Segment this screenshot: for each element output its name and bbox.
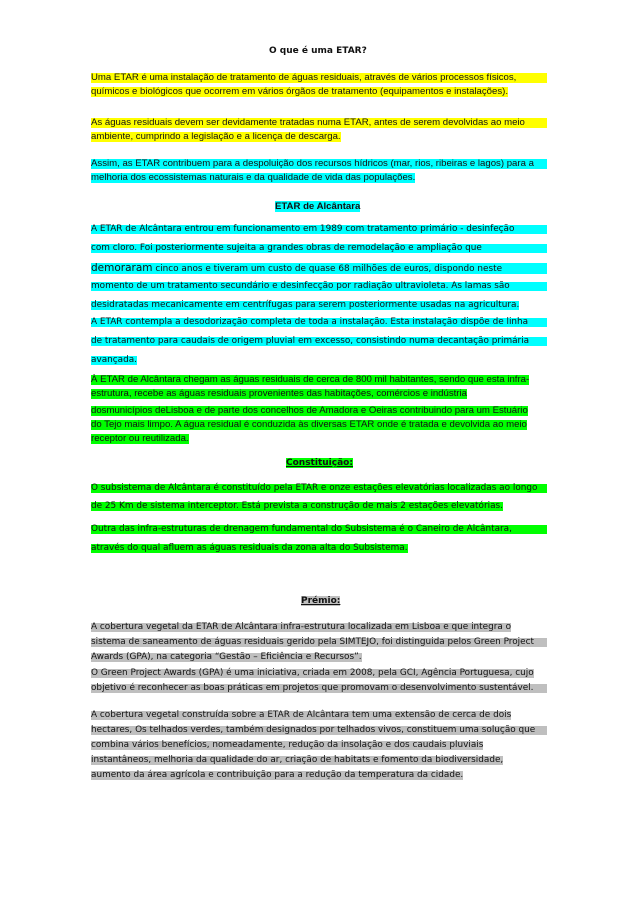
text-line: estrutura, recebe as águas residuais provenientes das habitações, comércios e indústria (91, 388, 467, 399)
text-line: instantâneos, melhoria da qualidade do ar, criação de habitats e fomento da biodiversidade, (91, 755, 504, 765)
text-line: hectares, Os telhados verdes, também designados por telhados vivos, constituem uma solução que (91, 726, 547, 735)
text-line: O Green Project Awards (GPA) é uma iniciativa, criada em 2008, pela GCI, Agência Portuguesa, cujo (91, 668, 534, 678)
text-line: avançada. (91, 355, 137, 365)
text-line: Assim, as ETAR contribuem para a despoluição dos recursos hídricos (mar, rios, ribeiras e lagos) para a (91, 159, 547, 169)
heading-etar-alcantara: ETAR de Alcântara (275, 201, 361, 212)
text-line (91, 263, 547, 274)
text-line: através do qual afluem as águas residuais da zona alta do Subsistema. (91, 543, 408, 553)
text-line: O subsistema de Alcântara é constituído pela ETAR e onze estações elevatórias localizadas ao longo (91, 484, 547, 493)
text-line: Awards (GPA), na categoria “Gestão – Eficiência e Recursos”. (91, 652, 362, 662)
heading-constituicao: Constituição: (286, 458, 353, 468)
text-line: À ETAR de Alcântara chegam as águas residuais de cerca de 800 mil habitantes, sendo que esta infra- (91, 374, 530, 385)
text-line: Outra das infra-estruturas de drenagem fundamental do Subsistema é o Caneiro de Alcântara, (91, 525, 547, 534)
heading-premio: Prémio: (301, 596, 341, 606)
text-line: sistema de saneamento de águas residuais gerido pela SIMTEJO, foi distinguida pelos Green Project (91, 638, 547, 647)
text-span: demoraram (91, 262, 153, 274)
text-line: A cobertura vegetal construída sobre a ETAR de Alcântara tem uma extensão de cerca de dois (91, 710, 512, 720)
text-line: melhoria dos ecossistemas naturais e da qualidade de vida das populações. (91, 172, 416, 183)
text-line: com cloro. Foi posteriormente sujeita a grandes obras de remodelação e ampliação que (91, 244, 547, 253)
text-line: aumento da área agrícola e contribuição para a redução da temperatura da cidade. (91, 770, 464, 780)
document-title: O que é uma ETAR? (269, 46, 367, 56)
text-line: dosmunicípios deLisboa e de parte dos concelhos de Amadora e Oeiras contribuindo para um Estuário (91, 405, 528, 416)
text-line: de tratamento para caudais de origem pluvial em excesso, consistindo numa decantação primária (91, 337, 547, 346)
text-line: ambiente, cumprindo a legislação e a licença de descarga. (91, 131, 341, 142)
text-line: de 25 Km de sistema interceptor. Está prevista a construção de mais 2 estações elevatórias. (91, 501, 503, 511)
text-line: A ETAR contempla a desodorização completa de toda a instalação. Esta instalação dispõe de linha (91, 318, 547, 327)
text-line: do Tejo mais limpo. A água residual é conduzida às diversas ETAR onde é tratada e devolvida ao meio (91, 419, 527, 430)
text-line: A cobertura vegetal da ETAR de Alcântara infra-estrutura localizada em Lisboa e que integra o (91, 622, 512, 632)
text-line: Uma ETAR é uma instalação de tratamento de águas residuais, através de vários processos físicos, (91, 73, 547, 83)
text-line: químicos e biológicos que ocorrem em vários órgãos de tratamento (equipamentos e instalações). (91, 86, 509, 97)
text-span: cinco anos e tiveram um custo de quase 68 milhões de euros, dispondo neste (152, 264, 503, 274)
text-line: momento de um tratamento secundário e desinfecção por radiação ultravioleta. As lamas são (91, 282, 547, 291)
text-line: receptor ou reutilizada. (91, 433, 189, 444)
text-line: desidratadas mecanicamente em centrífugas para serem posteriormente usadas na agricultura. (91, 300, 520, 310)
text-line: combina vários benefícios, nomeadamente, redução da insolação e dos caudais pluviais (91, 740, 484, 750)
text-line: A ETAR de Alcântara entrou em funcionamento em 1989 com tratamento primário - desinfeção (91, 225, 547, 234)
text-line: As águas residuais devem ser devidamente tratadas numa ETAR, antes de serem devolvidas ao meio (91, 118, 547, 128)
text-line: objetivo é reconhecer as boas práticas em projetos que promovam o desenvolvimento sustentável. (91, 684, 547, 693)
